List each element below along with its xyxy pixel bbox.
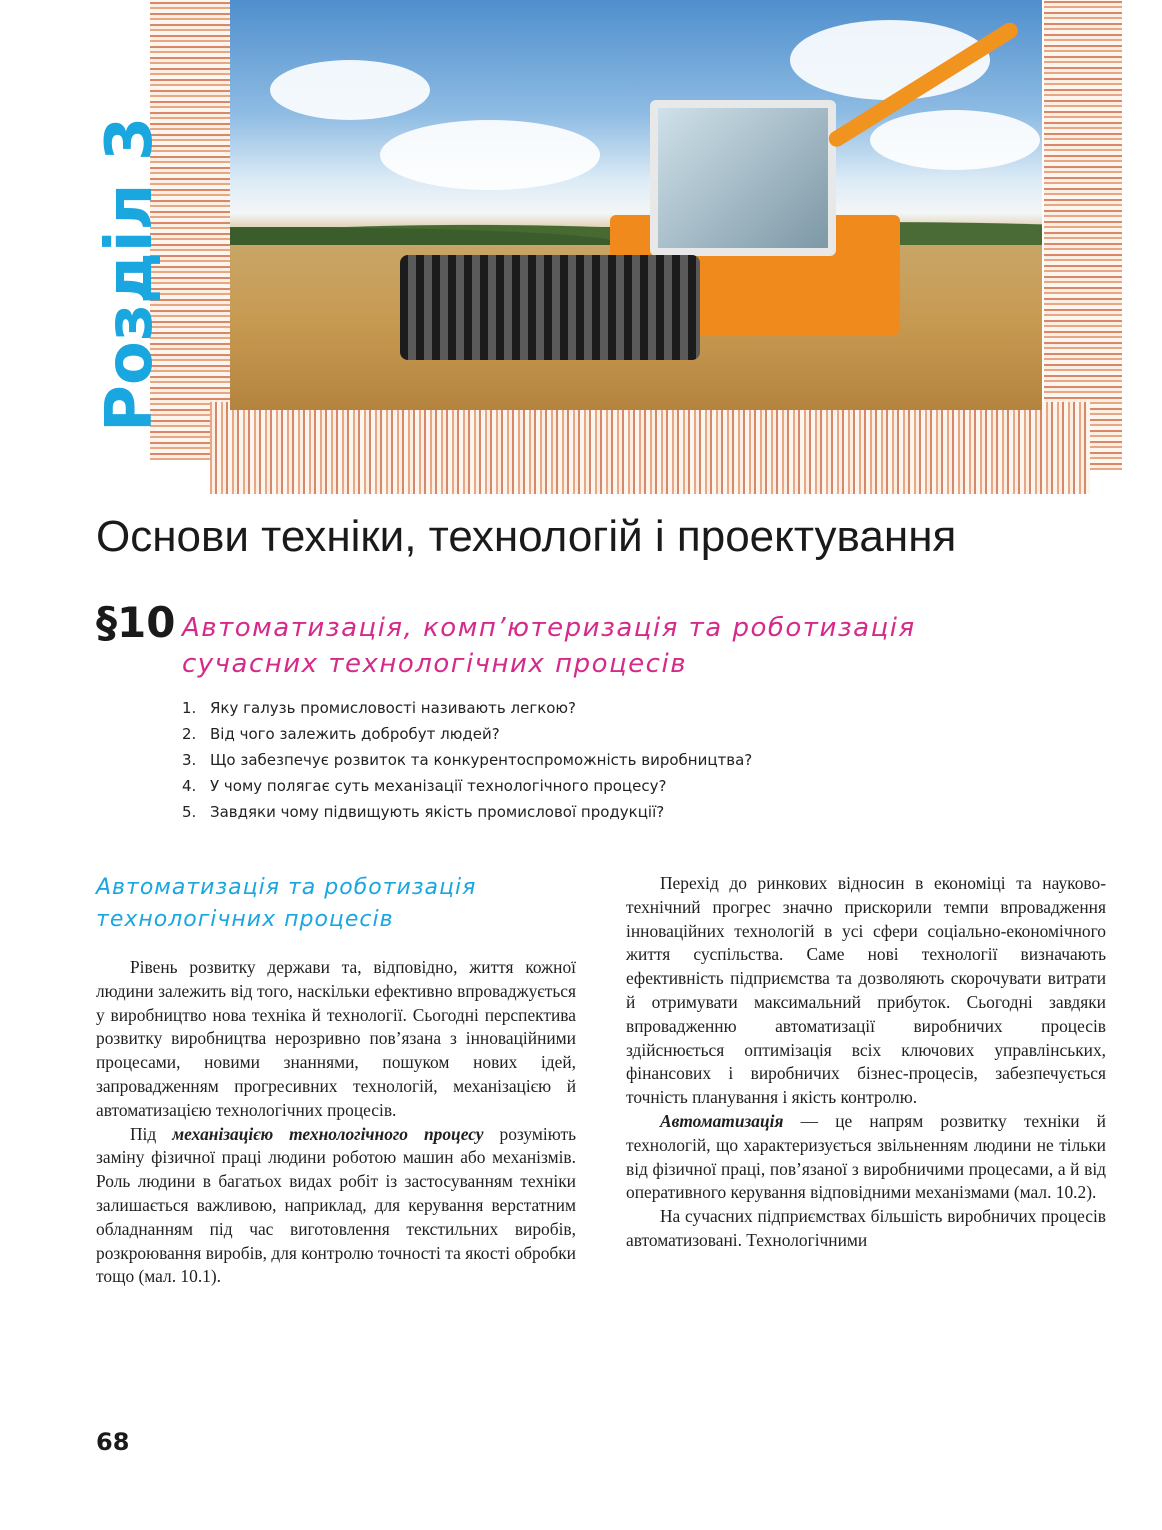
paragraph-text: розуміють заміну фізичної праці людини роботою машин або механізмів. Роль людини в багатьох видах робіт із застосуванням техніки залишається важливою, наприклад, для керування верстатним обладнанням під час виготовлення текстильних виробів, розкроювання виробів, для контролю точності та якості обробки тощо (мал. 10.1). [96, 1123, 576, 1287]
term-mechanization: механізацією технологічного процесу [172, 1123, 484, 1144]
paragraph: Перехід до ринкових відносин в економіці та науково-технічний прогрес значно прискорили темпи впровадження інноваційних технологій в усі сфери соціально-економічного життя суспільства. Саме нові технології визначають ефективність підприємства та дозволяють скорочувати витрати й отримувати максимальний прибуток. Сьогодні завдяки впровадженню автоматизації виробничих процесів здійснюється оптимізація всіх ключових управлінських, фінансових і виробничих бізнес-процесів, забезпечується точність планування і якість контролю. [626, 873, 1106, 1108]
page-title: Основи техніки, технологій і проектування [96, 512, 957, 561]
question-text: Завдяки чому підвищують якість промислової продукції? [210, 803, 665, 821]
question-text: Яку галузь промисловості називають легкою? [210, 699, 577, 717]
subheading-line: Автоматизація та роботизація [96, 875, 477, 900]
paragraph: На сучасних підприємствах більшість виробничих процесів автоматизовані. Технологічними [626, 1206, 1106, 1250]
subheading [96, 872, 576, 936]
question-text: Що забезпечує розвиток та конкурентоспроможність виробництва? [210, 751, 753, 769]
chapter-label: Розділ 3 [93, 116, 167, 432]
text-column-right [626, 872, 1106, 1253]
question-item [182, 773, 752, 799]
cloud [870, 110, 1040, 170]
text-column-left [96, 872, 576, 1289]
page-number: 68 [96, 1428, 130, 1456]
section-number: §10 [96, 598, 176, 647]
combine-cab [650, 100, 836, 256]
cloud [380, 120, 600, 190]
paragraph-text: — це напрям розвитку техніки й технологій, що характеризується звільненням людини не тільки від фізичної праці, пов’язаної з виробничими процесами, а й від оперативного керування відповідними механізмами (мал. 10.2). [626, 1110, 1106, 1203]
question-number: 4. [182, 777, 197, 795]
chapter-photo [150, 0, 1122, 498]
burlap-fringe-bottom [210, 402, 1090, 494]
cloud [270, 60, 430, 120]
burlap-fringe-right [1044, 0, 1122, 470]
section-title [182, 610, 982, 682]
question-number: 3. [182, 751, 197, 769]
subheading-line: технологічних процесів [96, 907, 394, 932]
question-number: 5. [182, 803, 197, 821]
review-questions [182, 695, 752, 825]
section-title-line: сучасних технологічних процесів [182, 649, 688, 679]
paragraph [96, 1123, 576, 1290]
question-item [182, 695, 752, 721]
combine-header [400, 255, 700, 360]
question-item [182, 799, 752, 825]
paragraph-text: Під [130, 1123, 173, 1144]
question-number: 1. [182, 699, 197, 717]
question-text: У чому полягає суть механізації технологічного процесу? [210, 777, 667, 795]
paragraph: Рівень розвитку держави та, відповідно, життя кожної людини залежить від того, наскільки ефективно впроваджується у виробництво нова техніка й технології. Сьогодні перспектива розвитку виробництва нерозривно пов’язана з інноваційними процесами, новими знаннями, пошуком нових ідей, запровадженням прогресивних технологій, механізацією й автоматизацією технологічних процесів. [96, 957, 576, 1120]
question-number: 2. [182, 725, 197, 743]
combine-harvester-photo [230, 0, 1042, 410]
term-automation: Автоматизація [660, 1110, 784, 1131]
question-item [182, 721, 752, 747]
question-text: Від чого залежить добробут людей? [210, 725, 500, 743]
paragraph [626, 1110, 1106, 1205]
question-item [182, 747, 752, 773]
section-title-line: Автоматизація, комп’ютеризація та роботизація [182, 613, 916, 643]
